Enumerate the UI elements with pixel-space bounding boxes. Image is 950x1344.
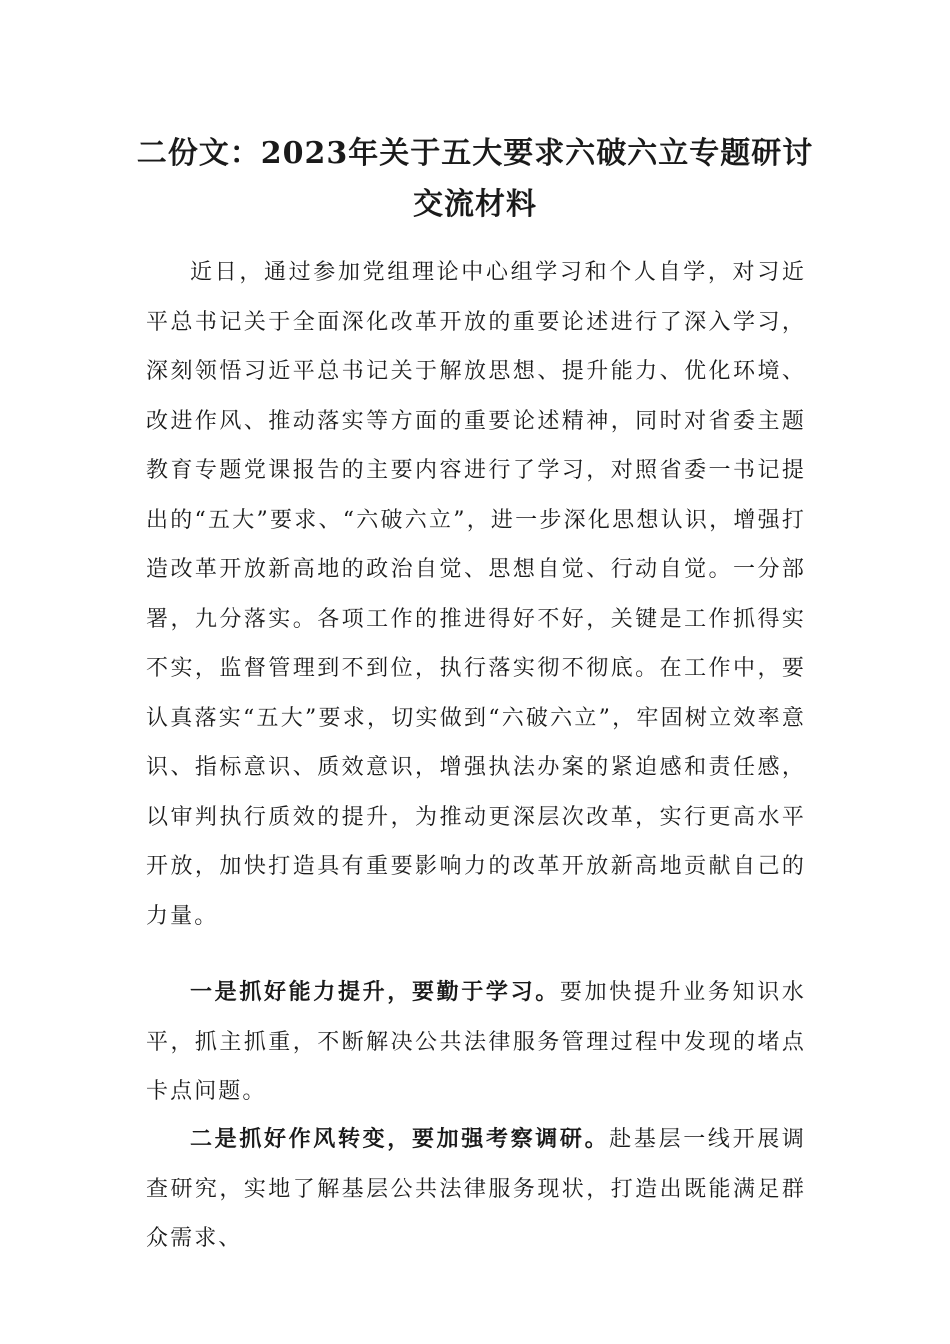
point-one-lead: 一是抓好能力提升，要勤于学习。: [190, 979, 560, 1005]
point-one-body: 要加快提升业务知识水平，抓主抓重，不断解决公共法律服务管理过程中发现的堵点卡点问题。: [146, 980, 806, 1104]
point-two-body: 赴基层一线开展调查研究，实地了解基层公共法律服务现状，打造出既能满足群众需求、: [146, 1127, 806, 1251]
document-title: 二份文：2023年关于五大要求六破六立专题研讨交流材料: [136, 136, 814, 222]
point-two-paragraph: [146, 1115, 806, 1264]
point-two-lead: 二是抓好作风转变，要加强考察调研。: [190, 1126, 610, 1152]
point-one-paragraph: [146, 968, 806, 1117]
intro-paragraph: 近日，通过参加党组理论中心组学习和个人自学，对习近平总书记关于全面深化改革开放的重要论述进行了深入学习，深刻领悟习近平总书记关于解放思想、提升能力、优化环境、改进作风、推动落实等方面的重要论述精神，同时对省委主题教育专题党课报告的主要内容进行了学习，对照省委一书记提出的“五大”要求、“六破六立”，进一步深化思想认识，增强打造改革开放新高地的政治自觉、思想自觉、行动自觉。一分部署，九分落实。各项工作的推进得好不好，关键是工作抓得实不实，监督管理到不到位，执行落实彻不彻底。在工作中，要认真落实“五大”要求，切实做到“六破六立”，牢固树立效率意识、指标意识、质效意识，增强执法办案的紧迫感和责任感，以审判执行质效的提升，为推动更深层次改革，实行更高水平开放，加快打造具有重要影响力的改革开放新高地贡献自己的力量。: [146, 260, 806, 929]
